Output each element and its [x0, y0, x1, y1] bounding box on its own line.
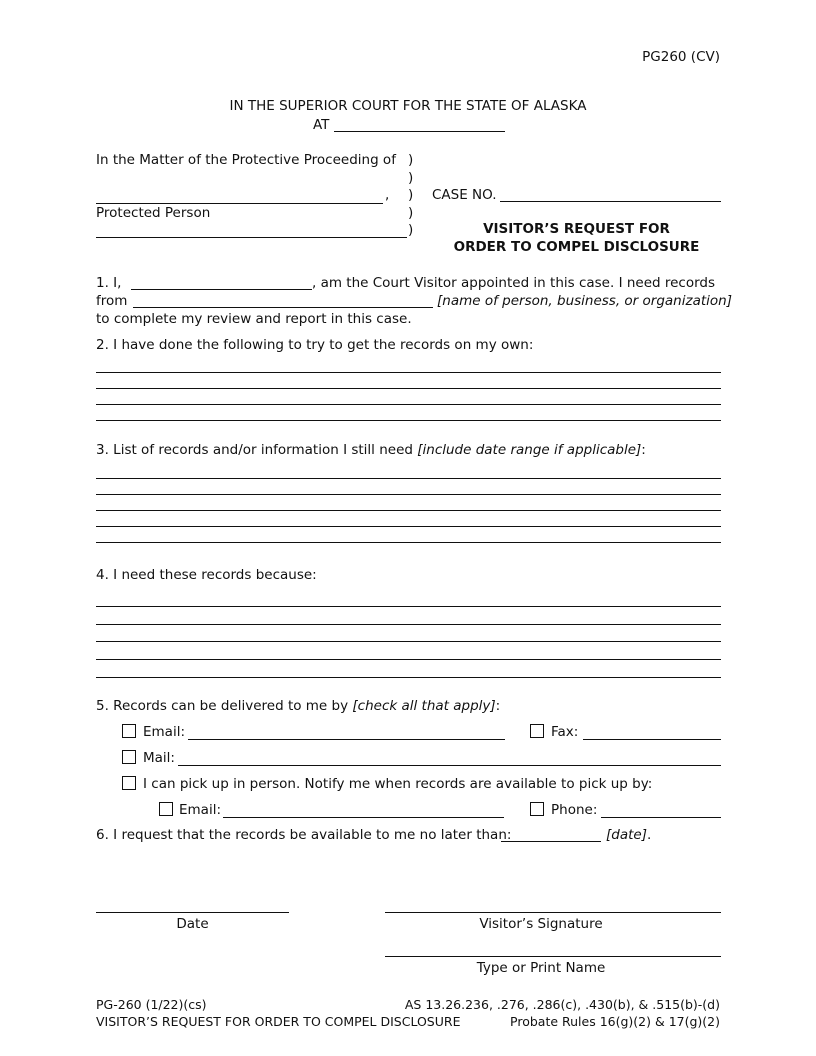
pickup-email-field[interactable] — [223, 817, 504, 818]
item3-line[interactable] — [96, 494, 721, 495]
item5-label: 5. Records can be delivered to me by — [96, 698, 349, 714]
case-no-field[interactable] — [500, 201, 721, 202]
email-checkbox[interactable] — [122, 724, 136, 738]
item3-colon: : — [641, 442, 646, 458]
doc-title-line2: ORDER TO COMPEL DISCLOSURE — [453, 239, 700, 255]
matter-label: In the Matter of the Protective Proceeding of — [96, 152, 396, 168]
pickup-email-label: Email: — [179, 802, 222, 818]
pickup-label: I can pick up in person. Notify me when records are available to pick up by: — [143, 776, 653, 792]
footer-form-id: PG-260 (1/22)(cs) — [96, 997, 207, 1012]
footer-statute: AS 13.26.236, .276, .286(c), .430(b), & .515(b)-(d) — [404, 997, 720, 1012]
item3-hint: [include date range if applicable] — [417, 442, 642, 458]
caption-paren: ) — [408, 152, 414, 168]
case-no-label: CASE NO. — [432, 187, 497, 203]
item2-label: 2. I have done the following to try to get the records on my own: — [96, 337, 534, 353]
item2-line[interactable] — [96, 372, 721, 373]
item6-period: . — [646, 827, 652, 843]
mail-label: Mail: — [143, 750, 175, 766]
pickup-checkbox[interactable] — [122, 776, 136, 790]
item1-line3: to complete my review and report in this case. — [96, 311, 412, 327]
date-signature-line[interactable] — [96, 912, 289, 913]
visitor-signature-label: Visitor’s Signature — [479, 916, 603, 932]
item3-label: 3. List of records and/or information I still need — [96, 442, 413, 458]
item4-line[interactable] — [96, 677, 721, 678]
item3-line[interactable] — [96, 526, 721, 527]
caption-paren: ) — [408, 170, 414, 186]
item3-line[interactable] — [96, 542, 721, 543]
protected-person-label: Protected Person — [96, 205, 211, 221]
item1-text: , am the Court Visitor appointed in this case. I need records — [312, 275, 716, 291]
fax-label: Fax: — [551, 724, 579, 740]
doc-title-line1: VISITOR’S REQUEST FOR — [483, 221, 670, 237]
item3-label-row — [96, 442, 646, 458]
item2-line[interactable] — [96, 404, 721, 405]
records-source-field[interactable] — [133, 307, 433, 308]
item5-colon: : — [495, 698, 501, 714]
item3-line[interactable] — [96, 510, 721, 511]
item4-line[interactable] — [96, 606, 721, 607]
print-name-line[interactable] — [385, 956, 721, 957]
caption-paren: ) — [408, 205, 414, 221]
caption-paren: ) — [408, 187, 414, 203]
item3-line[interactable] — [96, 478, 721, 479]
item2-line[interactable] — [96, 420, 721, 421]
protected-person-name-field[interactable] — [96, 203, 383, 204]
footer-rules: Probate Rules 16(g)(2) & 17(g)(2) — [510, 1014, 720, 1029]
item4-line[interactable] — [96, 624, 721, 625]
item4-line[interactable] — [96, 641, 721, 642]
protected-person-extra-field[interactable] — [96, 237, 407, 238]
item1-from-hint: [name of person, business, or organization] — [437, 293, 732, 309]
pickup-phone-field[interactable] — [601, 817, 721, 818]
email-label: Email: — [143, 724, 186, 740]
form-code: PG260 (CV) — [642, 49, 720, 65]
item1-from-label: from — [96, 293, 128, 309]
item6-hint: [date] — [606, 827, 647, 843]
pickup-phone-label: Phone: — [551, 802, 598, 818]
fax-checkbox[interactable] — [530, 724, 544, 738]
court-location-field[interactable] — [334, 131, 505, 132]
item2-line[interactable] — [96, 388, 721, 389]
item5-hint: [check all that apply] — [352, 698, 496, 714]
print-name-label: Type or Print Name — [476, 960, 606, 976]
visitor-name-field[interactable] — [131, 289, 312, 290]
fax-field[interactable] — [583, 739, 721, 740]
item6-label: 6. I request that the records be available to me no later than: — [96, 827, 512, 843]
item5-label-row — [96, 698, 500, 714]
caption-paren: ) — [408, 222, 414, 238]
footer-form-title: VISITOR’S REQUEST FOR ORDER TO COMPEL DISCLOSURE — [96, 1014, 461, 1029]
deadline-date-field[interactable] — [501, 841, 601, 842]
caption-comma: , — [385, 187, 390, 203]
pickup-phone-checkbox[interactable] — [530, 802, 544, 816]
visitor-signature-line[interactable] — [385, 912, 721, 913]
court-at-label: AT — [313, 117, 330, 133]
pickup-email-checkbox[interactable] — [159, 802, 173, 816]
date-label: Date — [176, 916, 209, 932]
email-field[interactable] — [188, 739, 505, 740]
mail-checkbox[interactable] — [122, 750, 136, 764]
item4-label: 4. I need these records because: — [96, 567, 317, 583]
mail-field[interactable] — [178, 765, 721, 766]
item4-line[interactable] — [96, 659, 721, 660]
item6-hint-row — [606, 827, 651, 843]
court-title: IN THE SUPERIOR COURT FOR THE STATE OF ALASKA — [229, 98, 587, 114]
item1-prefix: 1. I, — [96, 275, 122, 291]
